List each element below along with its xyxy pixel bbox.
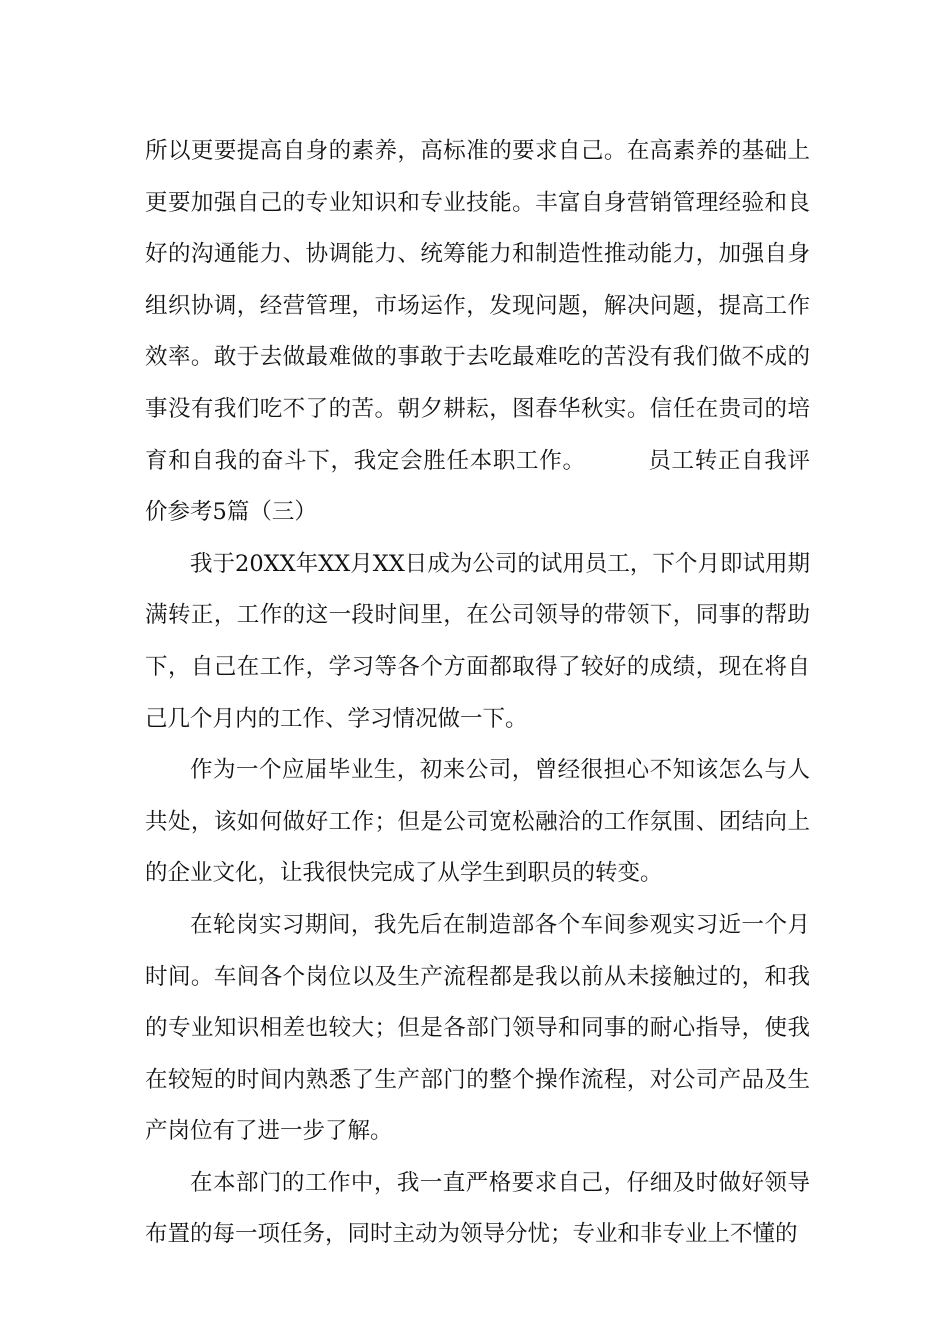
document-body <box>145 126 810 1261</box>
paragraph-5: 在本部门的工作中，我一直严格要求自己，仔细及时做好领导布置的每一项任务，同时主动为领导分忧；专业和非专业上不懂的 <box>145 1169 810 1248</box>
paragraph-4: 在轮岗实习期间，我先后在制造部各个车间参观实习近一个月时间。车间各个岗位以及生产流程都是我以前从未接触过的，和我的专业知识相差也较大；但是各部门领导和同事的耐心指导，使我在较短的时间内熟悉了生产部门的整个操作流程，对公司产品及生产岗位有了进一步了解。 <box>145 911 810 1145</box>
paragraph-2: 我于20XX年XX月XX日成为公司的试用员工，下个月即试用期满转正，工作的这一段时间里，在公司领导的带领下，同事的帮助下，自己在工作，学习等各个方面都取得了较好的成绩，现在将自己几个月内的工作、学习情况做一下。 <box>145 550 810 732</box>
paragraph-3: 作为一个应届毕业生，初来公司，曾经很担心不知该怎么与人共处，该如何做好工作；但是公司宽松融洽的工作氛围、团结向上的企业文化，让我很快完成了从学生到职员的转变。 <box>145 757 810 887</box>
paragraph-1 <box>145 126 810 539</box>
section-heading: 员工转正自我评价参考5篇（三） <box>145 447 810 526</box>
paragraph-1-text: 所以更要提高自身的素养，高标准的要求自己。在高素养的基础上更要加强自己的专业知识和专业技能。丰富自身营销管理经验和良好的沟通能力、协调能力、统筹能力和制造性推动能力，加强自身组织协调，经营管理，市场运作，发现问题，解决问题，提高工作效率。敢于去做最难做的事敢于去吃最难吃的苦没有我们做不成的事没有我们吃不了的苦。朝夕耕耘，图春华秋实。信任在贵司的培育和自我的奋斗下，我定会胜任本职工作。 <box>145 138 810 474</box>
